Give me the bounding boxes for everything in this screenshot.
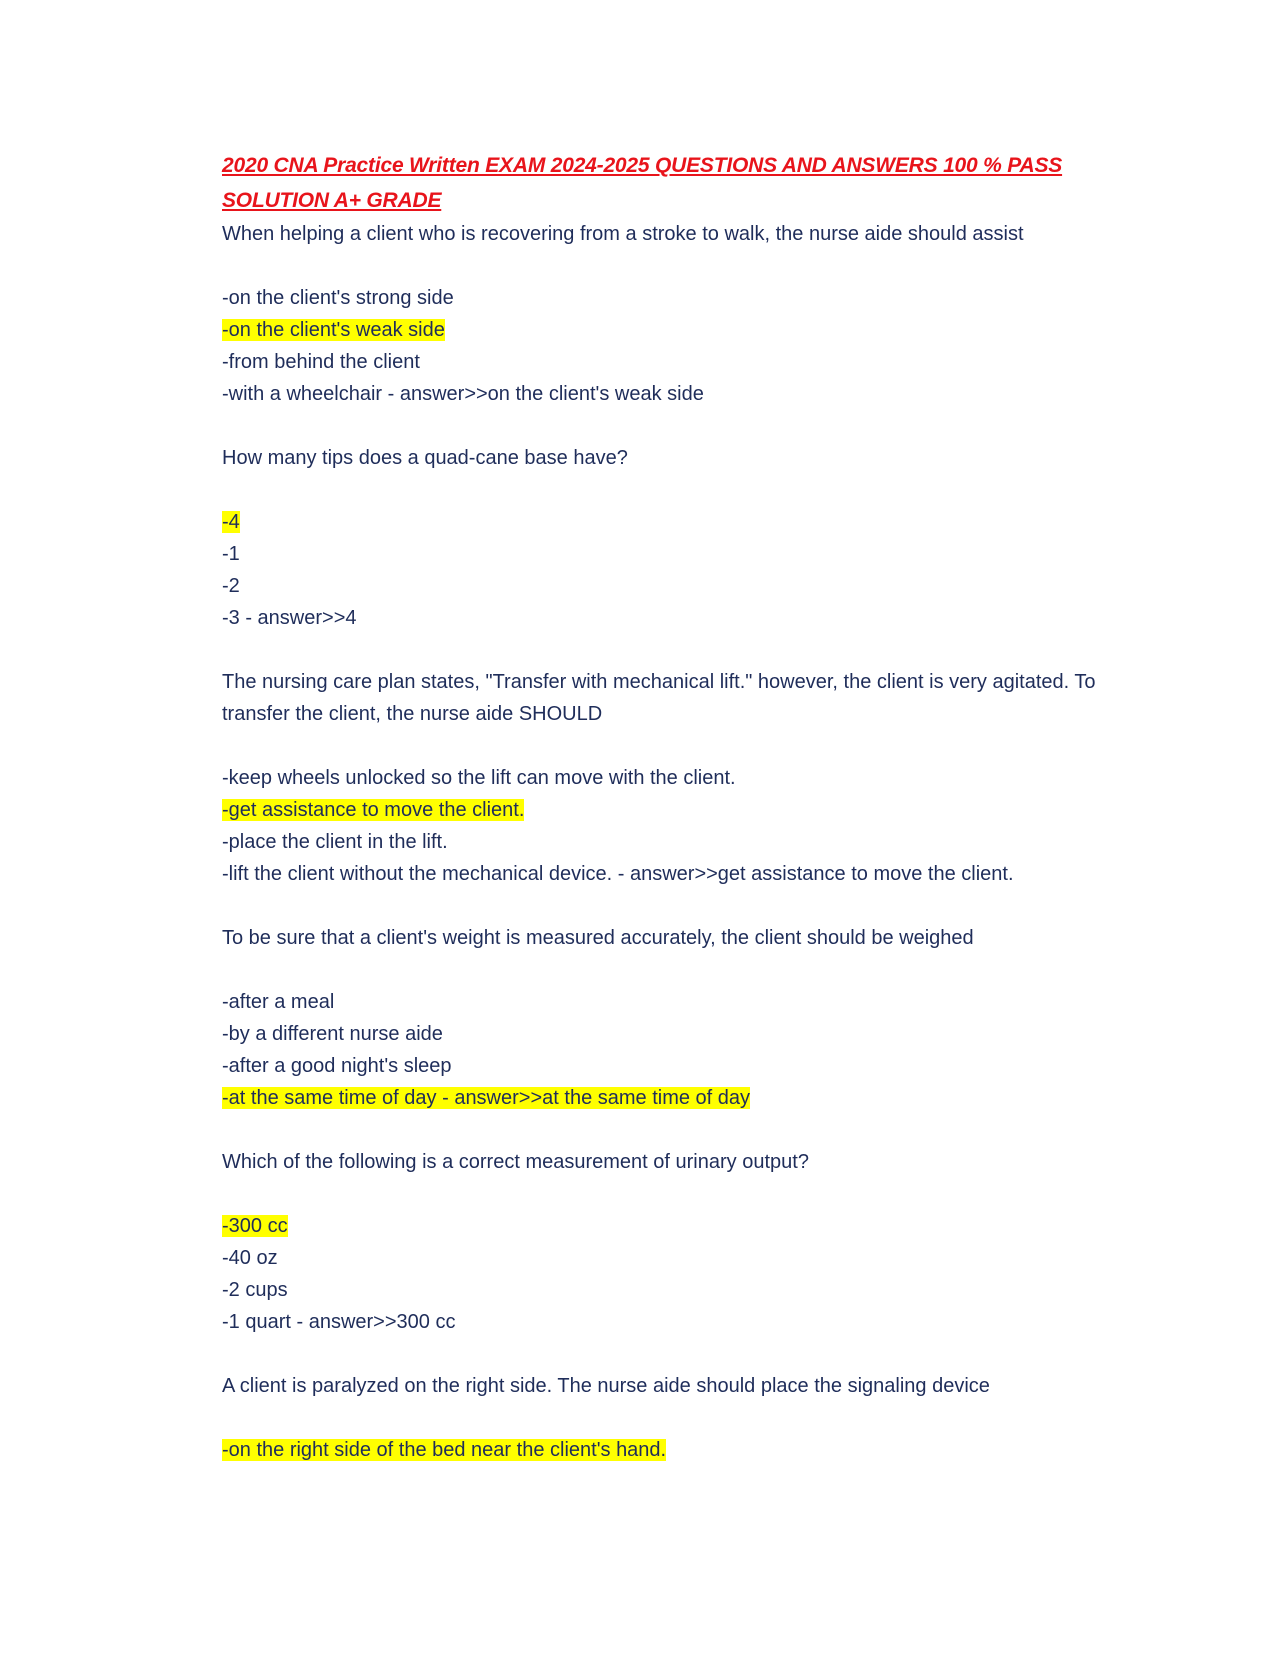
answer-option: -2 xyxy=(222,575,240,597)
correct-answer-highlight: -4 xyxy=(222,511,240,533)
spacer xyxy=(222,890,1142,922)
spacer xyxy=(222,730,1142,762)
correct-answer-highlight: -get assistance to move the client. xyxy=(222,799,525,821)
answer-option: -keep wheels unlocked so the lift can move with the client. xyxy=(222,767,736,789)
answer-option-highlighted xyxy=(222,314,1142,346)
question-stem: Which of the following is a correct measurement of urinary output? xyxy=(222,1151,809,1173)
answer-option: -lift the client without the mechanical device. - answer>>get assistance to move the client. xyxy=(222,863,1014,885)
answer-option: -3 - answer>>4 xyxy=(222,607,357,629)
answer-option-highlighted xyxy=(222,506,1142,538)
question-stem: To be sure that a client's weight is measured accurately, the client should be weighed xyxy=(222,927,974,949)
spacer xyxy=(222,1402,1142,1434)
answer-option: -2 cups xyxy=(222,1279,288,1301)
correct-answer-highlight: -300 cc xyxy=(222,1215,288,1237)
answer-option: -1 quart - answer>>300 cc xyxy=(222,1311,456,1333)
answer-option: -by a different nurse aide xyxy=(222,1023,443,1045)
spacer xyxy=(222,1338,1142,1370)
answer-option: -place the client in the lift. xyxy=(222,831,448,853)
answer-option: -40 oz xyxy=(222,1247,278,1269)
question-5 xyxy=(222,1146,1142,1370)
answer-option-highlighted xyxy=(222,794,1142,826)
spacer xyxy=(222,474,1142,506)
answer-option-highlighted xyxy=(222,1210,1142,1242)
document-page xyxy=(222,148,1142,1466)
question-stem: How many tips does a quad-cane base have? xyxy=(222,447,628,469)
answer-option: -from behind the client xyxy=(222,351,420,373)
spacer xyxy=(222,410,1142,442)
answer-option: -with a wheelchair - answer>>on the client's weak side xyxy=(222,383,704,405)
answer-option: -on the client's strong side xyxy=(222,287,454,309)
question-4 xyxy=(222,922,1142,1146)
spacer xyxy=(222,1178,1142,1210)
question-2 xyxy=(222,442,1142,666)
question-1 xyxy=(222,218,1142,442)
question-stem: The nursing care plan states, "Transfer with mechanical lift." however, the client is very agitated. To transfer the client, the nurse aide SHOULD xyxy=(222,671,1096,725)
question-6 xyxy=(222,1370,1142,1466)
question-stem: A client is paralyzed on the right side. The nurse aide should place the signaling device xyxy=(222,1375,990,1397)
correct-answer-highlight: -at the same time of day - answer>>at the same time of day xyxy=(222,1087,751,1109)
answer-option: -1 xyxy=(222,543,240,565)
spacer xyxy=(222,634,1142,666)
answer-option: -after a good night's sleep xyxy=(222,1055,452,1077)
answer-option: -after a meal xyxy=(222,991,335,1013)
spacer xyxy=(222,250,1142,282)
spacer xyxy=(222,954,1142,986)
answer-option-highlighted xyxy=(222,1082,1142,1114)
correct-answer-highlight: -on the client's weak side xyxy=(222,319,445,341)
question-stem: When helping a client who is recovering from a stroke to walk, the nurse aide should assist xyxy=(222,223,1024,245)
document-title: 2020 CNA Practice Written EXAM 2024-2025 QUESTIONS AND ANSWERS 100 % PASS SOLUTION A+ GRADE xyxy=(222,154,1063,212)
correct-answer-highlight: -on the right side of the bed near the client's hand. xyxy=(222,1439,667,1461)
spacer xyxy=(222,1114,1142,1146)
question-3 xyxy=(222,666,1142,922)
answer-option-highlighted xyxy=(222,1434,1142,1466)
